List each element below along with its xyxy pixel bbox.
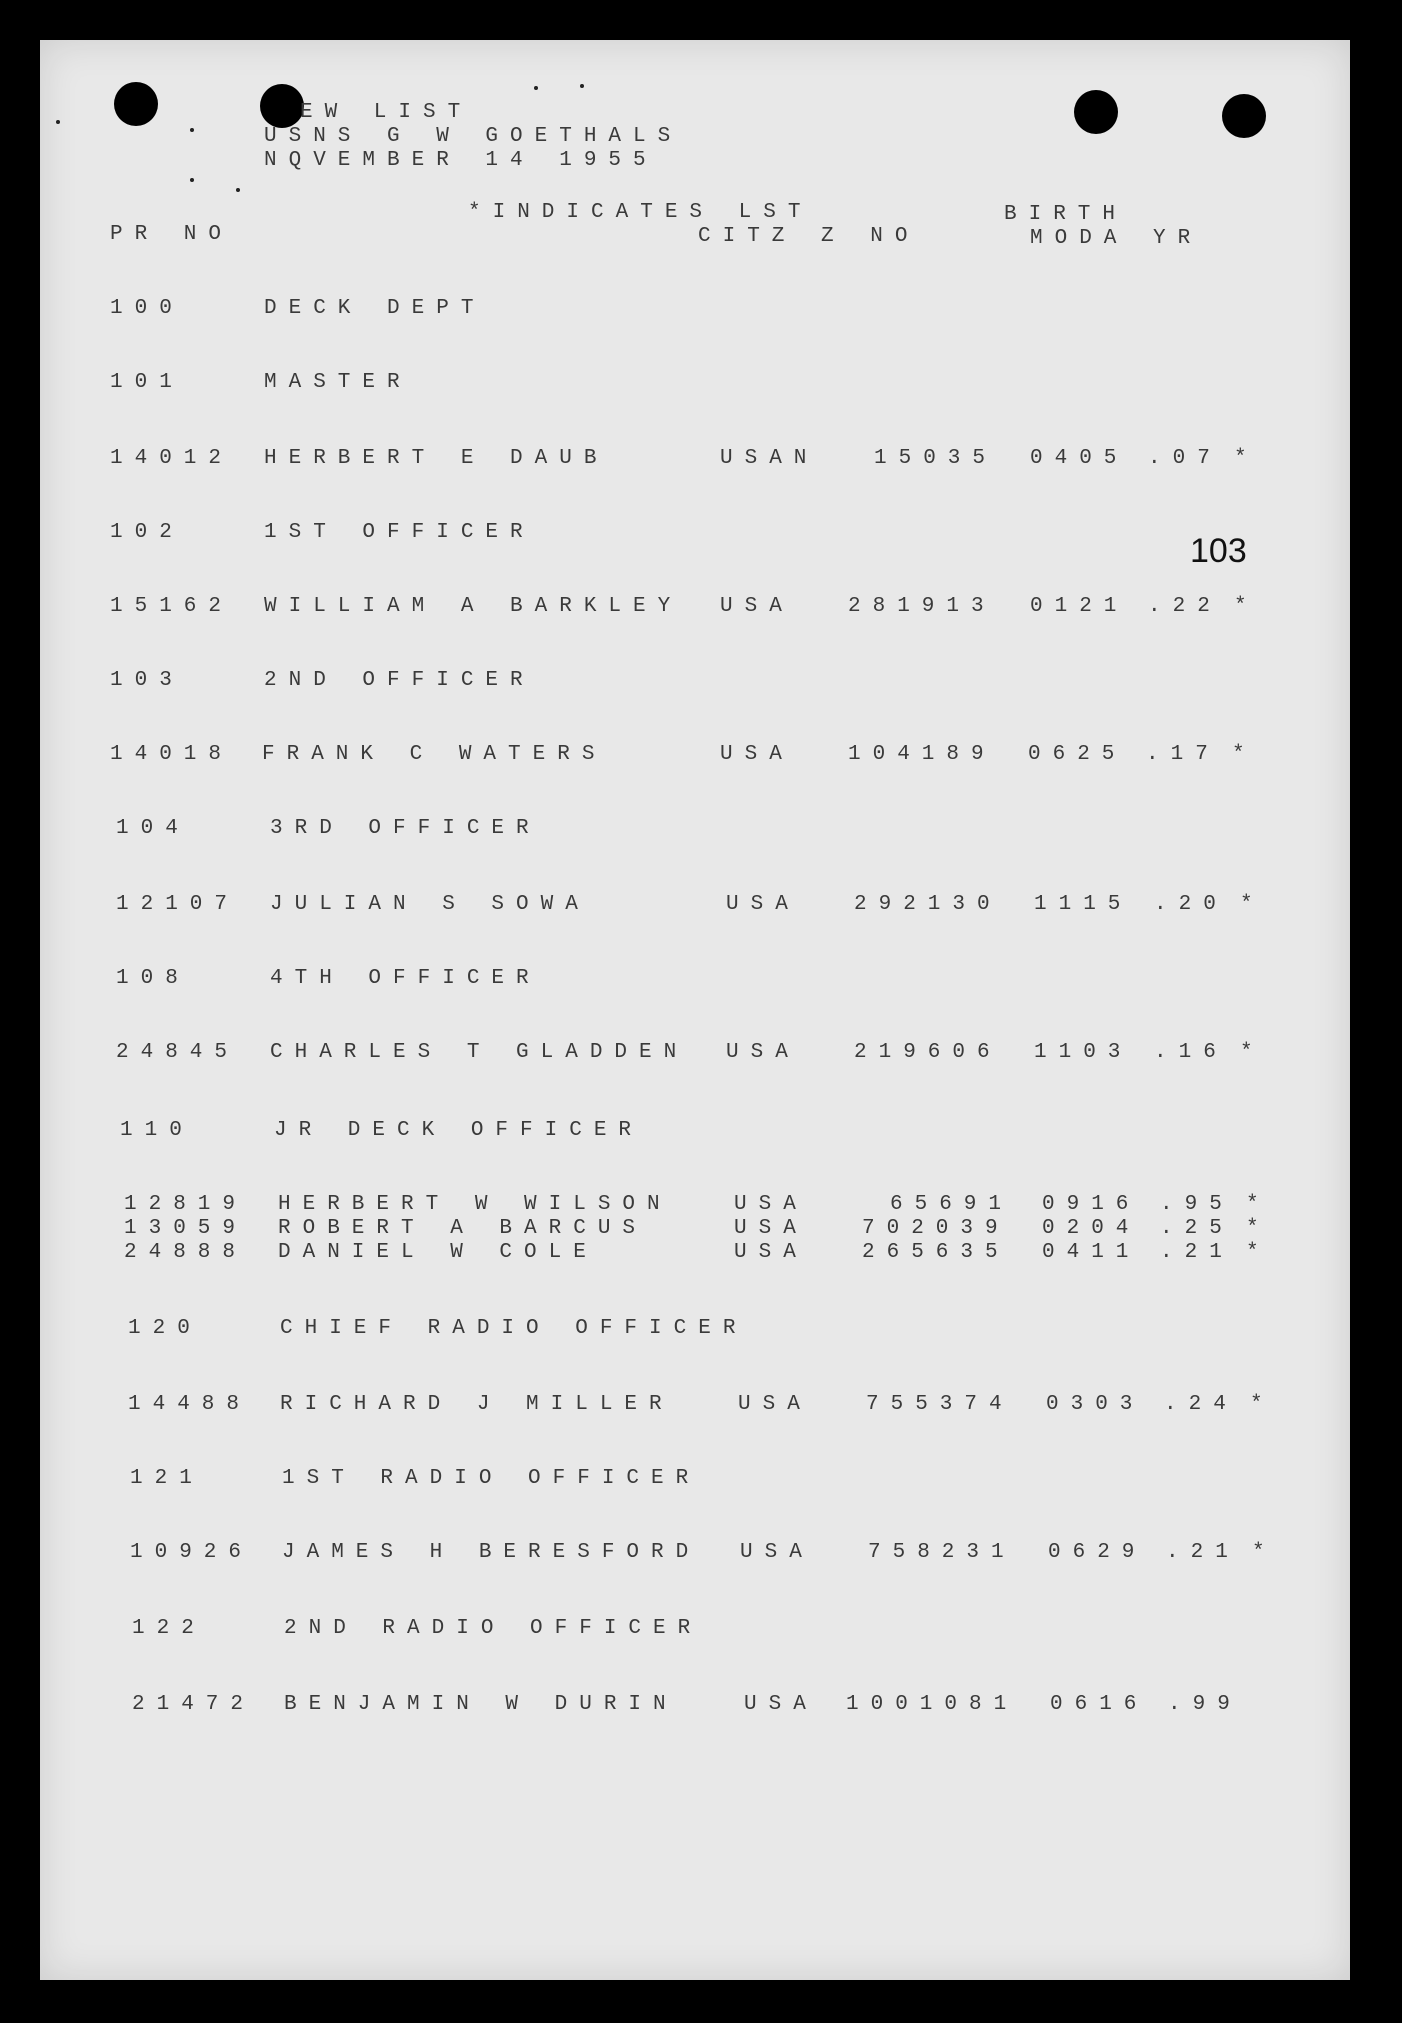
page-number: 103 [1190,532,1247,570]
crew-z-number: 702039 [862,1217,1010,1240]
crew-citizenship: USA [734,1217,808,1240]
header-pr-no: PR NO [110,223,234,246]
section-row [0,372,1402,398]
crew-birth-yr: .21 [1166,1541,1240,1564]
crew-birth-yr: .24 [1164,1393,1238,1416]
lst-marker: * [1240,1041,1265,1064]
crew-z-number: 104189 [848,743,996,766]
section-row [0,1618,1402,1644]
crew-birth-yr: .17 [1146,743,1220,766]
crew-name: ROBERT A BARCUS [278,1217,648,1240]
crew-row [0,1542,1402,1568]
section-title: 2ND RADIO OFFICER [284,1617,703,1640]
lst-marker: * [1246,1217,1271,1240]
crew-citizenship: USA [720,595,794,618]
punch-hole-left [114,82,158,126]
crew-row [0,448,1402,474]
crew-citizenship: USA [744,1693,818,1716]
header-title-line3: NQVEMBER 14 1955 [264,149,658,172]
crew-birth-moda: 1103 [1034,1041,1133,1064]
section-row [0,670,1402,696]
crew-birth-moda: 0405 [1030,447,1129,470]
crew-birth-moda: 0616 [1050,1693,1149,1716]
crew-name: HERBERT E DAUB [264,447,609,470]
lst-marker: * [1234,447,1259,470]
crew-name: CHARLES T GLADDEN [270,1041,689,1064]
crew-pr-no: 12819 [124,1193,248,1216]
crew-pr-no: 12107 [116,893,240,916]
lst-marker: * [1246,1241,1271,1264]
crew-pr-no: 10926 [130,1541,254,1564]
crew-birth-moda: 0411 [1042,1241,1141,1264]
crew-z-number: 15035 [874,447,998,470]
punch-hole-left-inner [260,84,304,128]
section-title: JR DECK OFFICER [274,1119,644,1142]
crew-birth-yr: .07 [1148,447,1222,470]
crew-pr-no: 24845 [116,1041,240,1064]
section-code: 103 [110,669,184,692]
header-citz-z-no: CITZ Z NO [698,225,920,248]
section-code: 110 [120,1119,194,1142]
speck-mark [236,188,240,192]
lst-marker: * [1240,893,1265,916]
section-code: 101 [110,371,184,394]
section-title: 4TH OFFICER [270,967,541,990]
section-code: 100 [110,297,184,320]
crew-pr-no: 24888 [124,1241,248,1264]
crew-pr-no: 14488 [128,1393,252,1416]
crew-citizenship: USA [734,1241,808,1264]
crew-birth-moda: 0121 [1030,595,1129,618]
crew-name: JAMES H BERESFORD [282,1541,701,1564]
section-row [0,1120,1402,1146]
crew-citizenship: USA [720,743,794,766]
section-title: DECK DEPT [264,297,486,320]
punch-hole-right [1222,94,1266,138]
lst-marker: * [1234,595,1259,618]
crew-citizenship: USA [740,1541,814,1564]
crew-pr-no: 13059 [124,1217,248,1240]
crew-row [0,596,1402,622]
crew-name: RICHARD J MILLER [280,1393,674,1416]
section-row [0,968,1402,994]
crew-birth-moda: 0625 [1028,743,1127,766]
crew-citizenship: USA [734,1193,808,1216]
crew-citizenship: USA [726,1041,800,1064]
speck-mark [56,120,60,124]
crew-z-number: 1001081 [846,1693,1019,1716]
section-title: MASTER [264,371,412,394]
lst-marker: * [1246,1193,1271,1216]
section-title: 3RD OFFICER [270,817,541,840]
crew-birth-yr: .25 [1160,1217,1234,1240]
lst-marker: * [1250,1393,1275,1416]
speck-mark [190,128,194,132]
crew-birth-yr: .21 [1160,1241,1234,1264]
crew-birth-yr: .95 [1160,1193,1234,1216]
crew-row [0,1042,1402,1068]
lst-marker: * [1252,1541,1277,1564]
section-row [0,818,1402,844]
section-code: 102 [110,521,184,544]
crew-birth-moda: 0916 [1042,1193,1141,1216]
crew-birth-moda: 1115 [1034,893,1133,916]
header-title-line1: EW LIST [300,101,473,124]
crew-citizenship: USA [726,893,800,916]
crew-birth-moda: 0303 [1046,1393,1145,1416]
crew-birth-moda: 0204 [1042,1217,1141,1240]
section-code: 120 [128,1317,202,1340]
crew-row [0,1394,1402,1420]
section-row [0,522,1402,548]
crew-birth-yr: .99 [1168,1693,1242,1716]
crew-z-number: 65691 [890,1193,1014,1216]
crew-citizenship: USA [738,1393,812,1416]
section-code: 122 [132,1617,206,1640]
header-title-line2: USNS G W GOETHALS [264,125,683,148]
crew-z-number: 758231 [868,1541,1016,1564]
crew-birth-yr: .20 [1154,893,1228,916]
lst-marker: * [1232,743,1257,766]
crew-birth-moda: 0629 [1048,1541,1147,1564]
speck-mark [190,178,194,182]
crew-row [0,1242,1402,1268]
crew-name: FRANK C WATERS [262,743,607,766]
crew-z-number: 292130 [854,893,1002,916]
section-row [0,1468,1402,1494]
crew-z-number: 265635 [862,1241,1010,1264]
crew-name: JULIAN S SOWA [270,893,590,916]
crew-z-number: 281913 [848,595,996,618]
crew-name: WILLIAM A BARKLEY [264,595,683,618]
section-code: 104 [116,817,190,840]
section-title: 2ND OFFICER [264,669,535,692]
speck-mark [534,86,538,90]
crew-pr-no: 14012 [110,447,234,470]
section-row [0,1318,1402,1344]
document-page [40,40,1350,1980]
section-code: 121 [130,1467,204,1490]
header-indicates: *INDICATES LST [468,201,813,224]
crew-row [0,894,1402,920]
punch-hole-right-inner [1074,90,1118,134]
crew-name: BENJAMIN W DURIN [284,1693,678,1716]
crew-pr-no: 21472 [132,1693,256,1716]
section-row [0,298,1402,324]
crew-birth-yr: .16 [1154,1041,1228,1064]
section-title: 1ST OFFICER [264,521,535,544]
crew-birth-yr: .22 [1148,595,1222,618]
crew-z-number: 219606 [854,1041,1002,1064]
header-moda-yr: MODA YR [1030,227,1203,250]
crew-pr-no: 15162 [110,595,234,618]
crew-z-number: 755374 [866,1393,1014,1416]
crew-name: HERBERT W WILSON [278,1193,672,1216]
section-title: 1ST RADIO OFFICER [282,1467,701,1490]
section-title: CHIEF RADIO OFFICER [280,1317,748,1340]
crew-row [0,1694,1402,1720]
header-birth: BIRTH [1004,203,1128,226]
crew-pr-no: 14018 [110,743,234,766]
crew-citizenship: USAN [720,447,819,470]
section-code: 108 [116,967,190,990]
crew-row [0,744,1402,770]
speck-mark [580,84,584,88]
crew-name: DANIEL W COLE [278,1241,598,1264]
